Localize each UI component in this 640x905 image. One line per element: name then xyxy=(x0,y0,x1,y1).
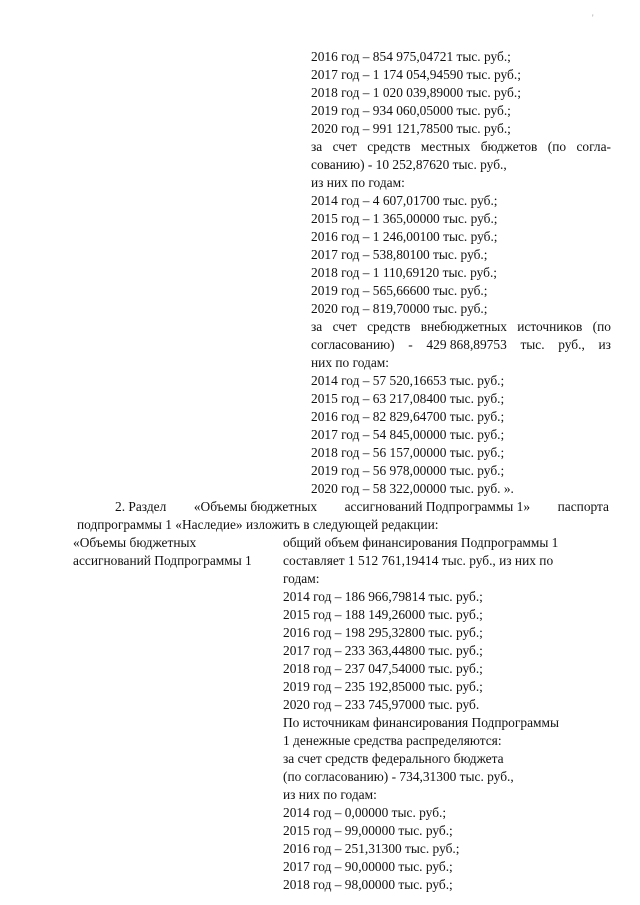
total-year-line: 2014 год – 186 966,79814 тыс. руб.; xyxy=(283,589,483,604)
federal-year-line: 2015 год – 99,00000 тыс. руб.; xyxy=(283,823,453,838)
federal-year-line: 2018 год – 98,00000 тыс. руб.; xyxy=(283,877,453,892)
local-year-line: 2020 год – 819,70000 тыс. руб.; xyxy=(311,301,488,316)
extra-year-line: 2019 год – 56 978,00000 тыс. руб.; xyxy=(311,463,505,478)
local-year-line: 2019 год – 565,66600 тыс. руб.; xyxy=(311,283,488,298)
extra-year-line: 2015 год – 63 217,08400 тыс. руб.; xyxy=(311,391,505,406)
corner-mark: ' xyxy=(592,13,594,23)
extra-budget-heading: за счет средств внебюджетных источников (по xyxy=(311,319,611,334)
total-year-line: 2019 год – 235 192,85000 тыс. руб.; xyxy=(283,679,483,694)
total-financing: общий объем финансирования Подпрограммы 1 xyxy=(283,535,559,550)
local-budget-total: сованию) - 10 252,87620 тыс. руб., xyxy=(311,157,507,172)
local-year-line: 2014 год – 4 607,01700 тыс. руб.; xyxy=(311,193,498,208)
extra-year-line: 2016 год – 82 829,64700 тыс. руб.; xyxy=(311,409,505,424)
sources-heading: По источникам финансирования Подпрограммы xyxy=(283,715,559,730)
local-year-line: 2015 год – 1 365,00000 тыс. руб.; xyxy=(311,211,498,226)
section2-intro-cont: подпрограммы 1 «Наследие» изложить в следующей редакции: xyxy=(77,517,439,532)
total-year-line: 2018 год – 237 047,54000 тыс. руб.; xyxy=(283,661,483,676)
section2-intro: 2. Раздел «Объемы бюджетных ассигнований Подпрограммы 1» паспорта xyxy=(115,499,609,514)
sources-heading: 1 денежные средства распределяются: xyxy=(283,733,502,748)
extra-year-line: 2017 год – 54 845,00000 тыс. руб.; xyxy=(311,427,505,442)
local-year-line: 2016 год – 1 246,00100 тыс. руб.; xyxy=(311,229,498,244)
extra-year-line: 2014 год – 57 520,16653 тыс. руб.; xyxy=(311,373,505,388)
prev-year-line: 2019 год – 934 060,05000 тыс. руб.; xyxy=(311,103,511,118)
extra-year-line: 2020 год – 58 322,00000 тыс. руб. ». xyxy=(311,481,514,496)
local-budget-heading: за счет средств местных бюджетов (по согла- xyxy=(311,139,611,154)
local-year-line: 2018 год – 1 110,69120 тыс. руб.; xyxy=(311,265,498,280)
local-year-line: 2017 год – 538,80100 тыс. руб.; xyxy=(311,247,488,262)
extra-budget-by-years: них по годам: xyxy=(311,355,390,370)
prev-year-line: 2017 год – 1 174 054,94590 тыс. руб.; xyxy=(311,67,521,82)
prev-year-line: 2018 год – 1 020 039,89000 тыс. руб.; xyxy=(311,85,521,100)
federal-budget: за счет средств федерального бюджета xyxy=(283,751,504,766)
total-year-line: 2020 год – 233 745,97000 тыс. руб. xyxy=(283,697,480,712)
total-year-line: 2017 год – 233 363,44800 тыс. руб.; xyxy=(283,643,483,658)
total-year-line: 2015 год – 188 149,26000 тыс. руб.; xyxy=(283,607,483,622)
left-label: ассигнований Подпрограммы 1 xyxy=(73,553,252,568)
federal-year-line: 2017 год – 90,00000 тыс. руб.; xyxy=(283,859,453,874)
left-label: «Объемы бюджетных xyxy=(73,535,197,550)
federal-budget: из них по годам: xyxy=(283,787,377,802)
federal-year-line: 2016 год – 251,31300 тыс. руб.; xyxy=(283,841,460,856)
prev-year-line: 2020 год – 991 121,78500 тыс. руб.; xyxy=(311,121,511,136)
total-financing: годам: xyxy=(283,571,320,586)
extra-budget-total: согласованию) - 429 868,89753 тыс. руб., из xyxy=(311,337,611,352)
federal-year-line: 2014 год – 0,00000 тыс. руб.; xyxy=(283,805,447,820)
extra-year-line: 2018 год – 56 157,00000 тыс. руб.; xyxy=(311,445,505,460)
prev-year-line: 2016 год – 854 975,04721 тыс. руб.; xyxy=(311,49,511,64)
total-year-line: 2016 год – 198 295,32800 тыс. руб.; xyxy=(283,625,483,640)
local-budget-by-years: из них по годам: xyxy=(311,175,405,190)
total-financing: составляет 1 512 761,19414 тыс. руб., из них по xyxy=(283,553,554,568)
federal-budget: (по согласованию) - 734,31300 тыс. руб., xyxy=(283,769,514,784)
